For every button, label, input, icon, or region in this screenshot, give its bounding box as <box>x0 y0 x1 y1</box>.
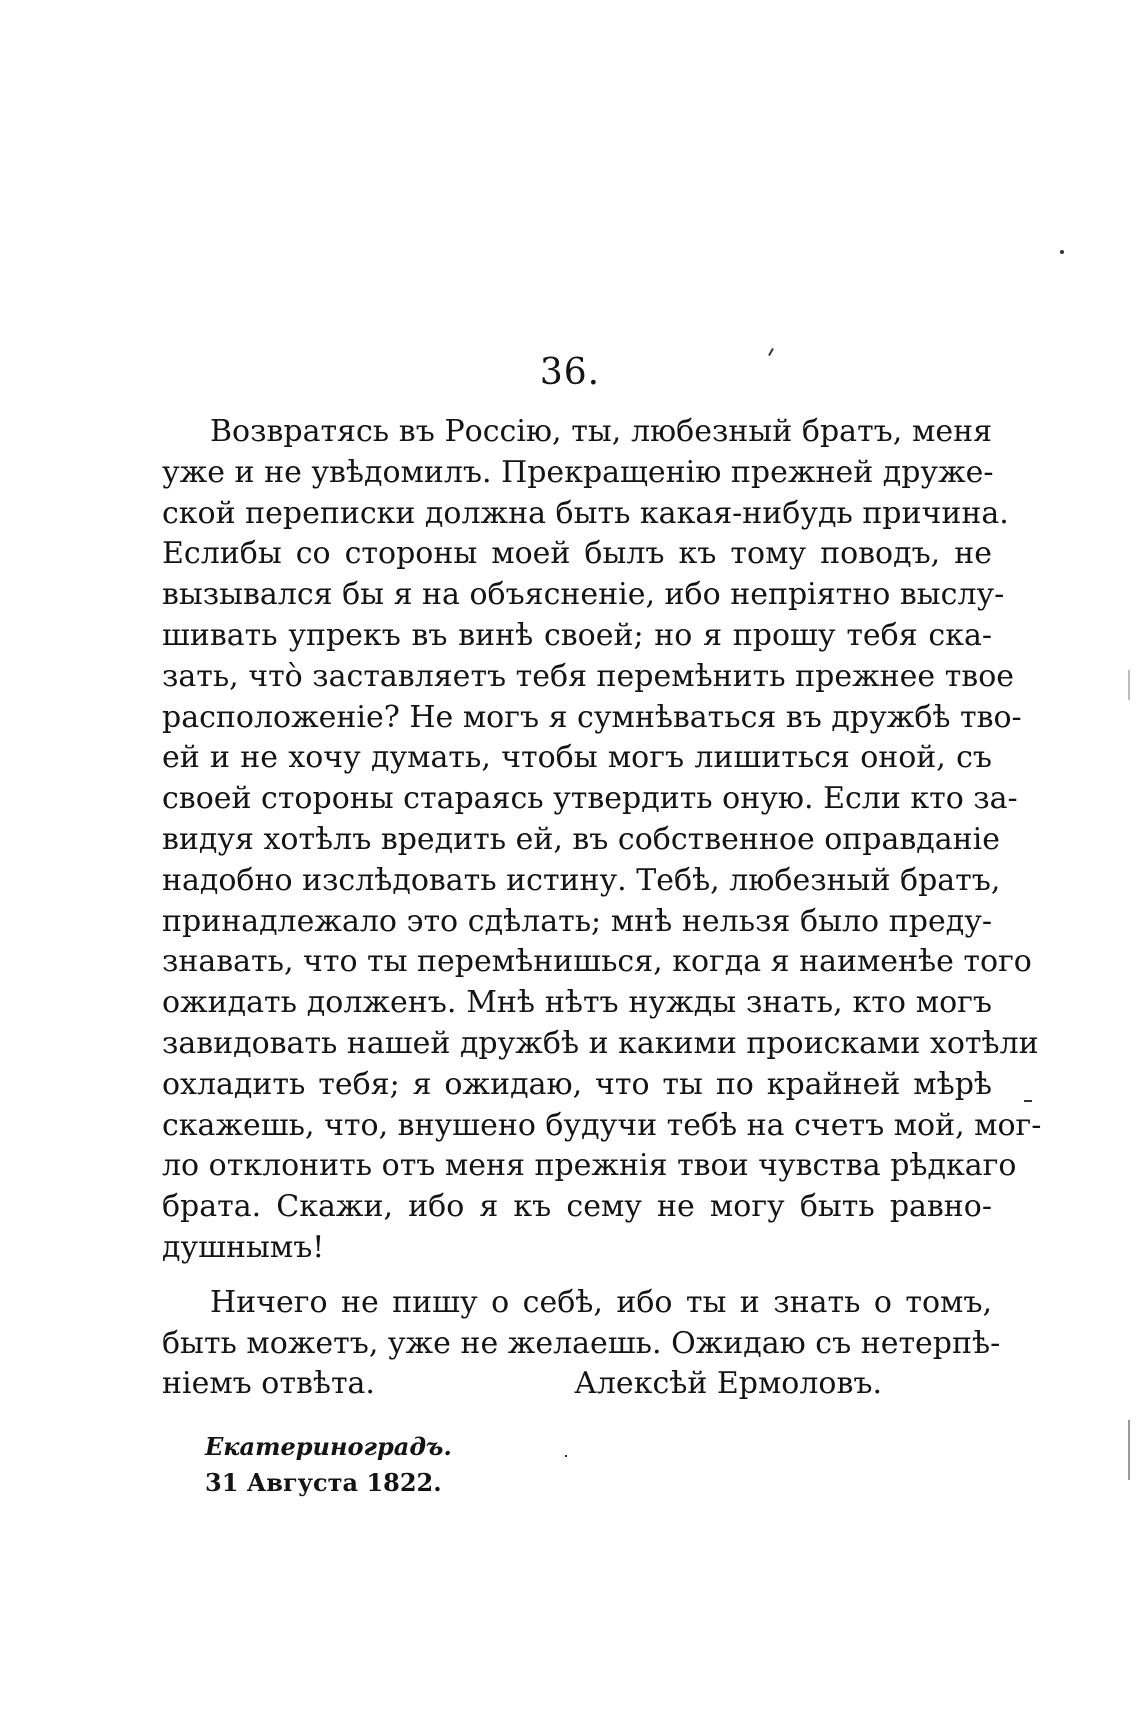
text-line: Ничего не пишу о себѣ, ибо ты и знать о томъ, <box>210 1284 992 1320</box>
text-line: ожидать долженъ. Мнѣ нѣтъ нужды знать, кто могъ <box>162 985 992 1021</box>
signature: Алексѣй Ермоловъ. <box>574 1366 882 1402</box>
scan-speck <box>1024 1100 1032 1102</box>
text-line: охладить тебя; я ожидаю, что ты по крайней мѣрѣ <box>162 1066 992 1102</box>
text-line: зать, чтò заставляетъ тебя перемѣнить прежнее твое <box>162 658 1015 694</box>
text-line: вызывался бы я на объясненіе, ибо непріятно выслу- <box>162 577 1005 613</box>
text-line: скажешь, что, внушено будучи тебѣ на счетъ мой, мог- <box>162 1107 1042 1143</box>
closing-text: ніемъ отвѣта. <box>162 1366 375 1402</box>
margin-mark <box>1128 670 1130 700</box>
paragraph-2 <box>162 1283 1001 1365</box>
text-line: Еслибы со стороны моей былъ къ тому поводъ, не <box>162 536 992 572</box>
margin-mark <box>1128 1420 1130 1480</box>
text-line: знавать, что ты перемѣнишься, когда я наименѣе того <box>162 944 1032 980</box>
text-line: принадлежало это сдѣлать; мнѣ нельзя было преду- <box>162 903 992 939</box>
text-line: надобно изслѣдовать истину. Тебѣ, любезный братъ, <box>162 862 1001 898</box>
text-line: Возвратясь въ Россію, ты, любезный братъ, меня <box>210 414 992 449</box>
text-line: брата. Скажи, ибо я къ сему не могу быть равно- <box>162 1189 992 1225</box>
letter-date: 31 Августа 1822. <box>205 1468 442 1497</box>
paragraph-gap <box>162 1269 992 1283</box>
text-line: своей стороны стараясь утвердить оную. Если кто за- <box>162 781 1018 817</box>
text-line: ской переписки должна быть какая-нибудь причина. <box>162 495 1009 531</box>
text-line: видуя хотѣлъ вредить ей, въ собственное оправданіе <box>162 821 1000 857</box>
paragraph-1 <box>162 412 1042 1269</box>
text-line: уже и не увѣдомилъ. Прекращенію прежней друже- <box>162 454 994 490</box>
letter-place: Екатериноградъ. <box>205 1432 452 1461</box>
text-line: завидовать нашей дружбѣ и какими происками хотѣли <box>162 1025 1039 1061</box>
scan-speck <box>1060 250 1064 254</box>
text-line: ей и не хочу думать, чтобы могъ лишиться оной, съ <box>162 740 992 776</box>
page-number: 36. <box>539 352 601 393</box>
text-line: расположеніе? Не могъ я сумнѣваться въ дружбѣ тво- <box>162 699 1022 735</box>
text-line: душнымъ! <box>162 1229 325 1265</box>
text-line: быть можетъ, уже не желаешь. Ожидаю съ нетерпѣ- <box>162 1325 1001 1361</box>
closing-line <box>162 1364 992 1405</box>
text-line: шивать упрекъ въ винѣ своей; но я прошу тебя ска- <box>162 617 992 653</box>
scan-speck <box>565 1455 567 1457</box>
letter-body <box>162 412 1042 1405</box>
text-line: ло отклонить отъ меня прежнія твои чувства рѣдкаго <box>162 1148 1017 1184</box>
